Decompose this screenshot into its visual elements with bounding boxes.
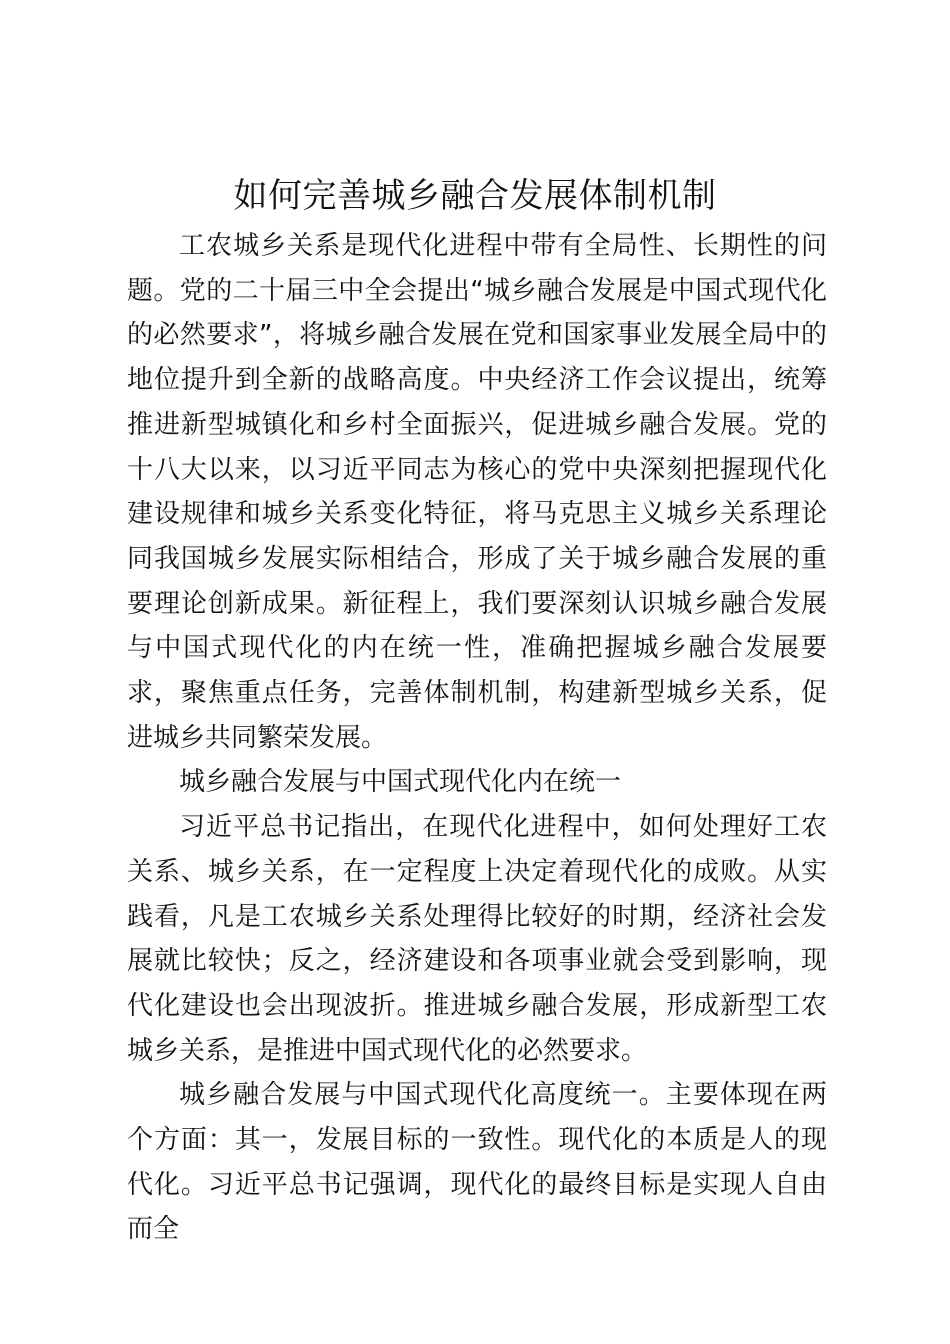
paragraph-section-2: 城乡融合发展与中国式现代化高度统一。主要体现在两个方面：其一，发展目标的一致性。现代化的本质是人的现代化。习近平总书记强调，现代化的最终目标是实现人自由而全 — [127, 1080, 827, 1245]
section-heading: 城乡融合发展与中国式现代化内在统一 — [179, 767, 622, 798]
document-title: 如何完善城乡融合发展体制机制 — [233, 176, 717, 216]
paragraph-section-1: 习近平总书记指出，在现代化进程中，如何处理好工农关系、城乡关系，在一定程度上决定着现代化的成败。从实践看，凡是工农城乡关系处理得比较好的时期，经济社会发展就比较快；反之，经济建设和各项事业就会受到影响，现代化建设也会出现波折。推进城乡融合发展，形成新型工农城乡关系，是推进中国式现代化的必然要求。 — [127, 812, 827, 1066]
paragraph-intro: 工农城乡关系是现代化进程中带有全局性、长期性的问题。党的二十届三中全会提出“城乡融合发展是中国式现代化的必然要求”，将城乡融合发展在党和国家事业发展全局中的地位提升到全新的战略高度。中央经济工作会议提出，统筹推进新型城镇化和乡村全面振兴，促进城乡融合发展。党的十八大以来，以习近平同志为核心的党中央深刻把握现代化建设规律和城乡关系变化特征，将马克思主义城乡关系理论同我国城乡发展实际相结合，形成了关于城乡融合发展的重要理论创新成果。新征程上，我们要深刻认识城乡融合发展与中国式现代化的内在统一性，准确把握城乡融合发展要求，聚焦重点任务，完善体制机制，构建新型城乡关系，促进城乡共同繁荣发展。 — [127, 231, 827, 753]
document-body — [127, 224, 827, 1252]
